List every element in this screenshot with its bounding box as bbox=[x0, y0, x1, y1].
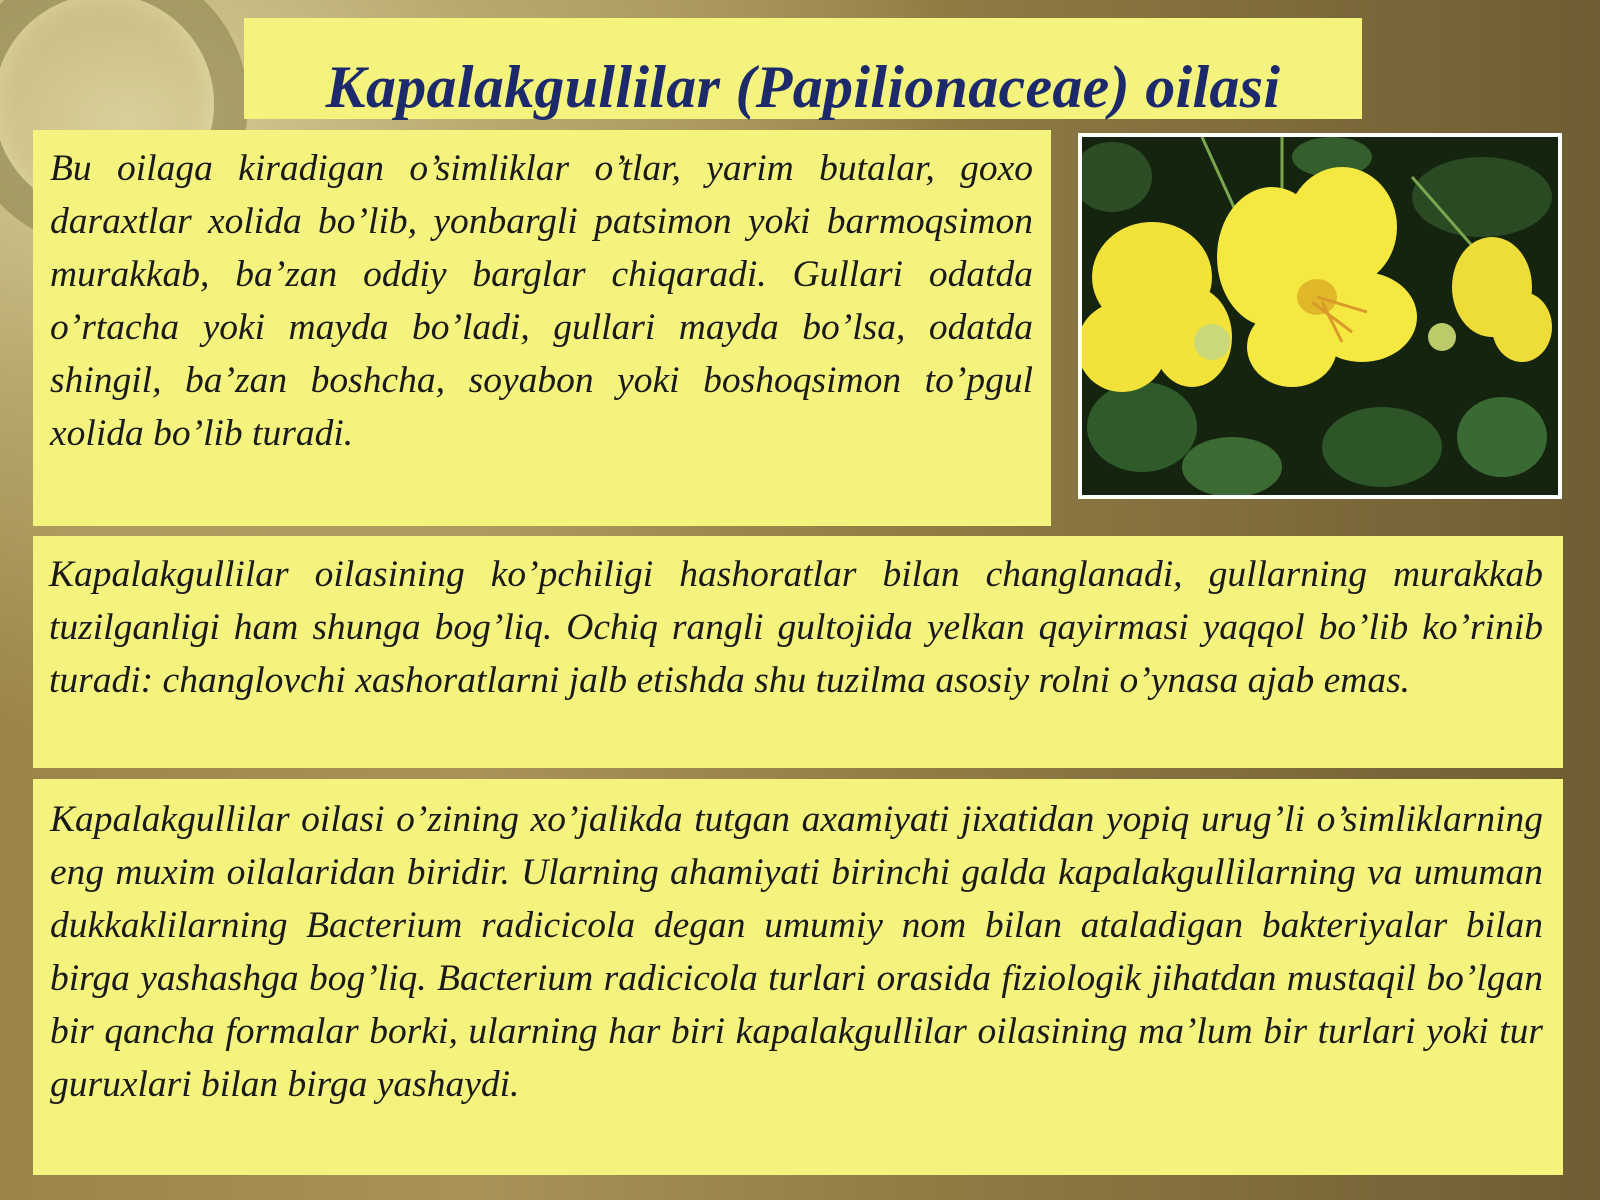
flower-photo bbox=[1078, 133, 1562, 499]
paragraph-3: Kapalakgullilar oilasi o’zining xo’jalikda tutgan axamiyati jixatidan yopiq urug’li o’simliklarning eng muxim oilalaridan biridir. Ularning ahamiyati birinchi galda kapalakgullilarning va umuman dukkaklilarning Bacterium radicicola degan umumiy nom bilan ataladigan bakteriyalar bilan birga yashashga bog’liq. Bacterium radicicola turlari orasida fiziologik jihatdan mustaqil bo’lgan bir qancha formalar borki, ularning har biri kapalakgullilar oilasining ma’lum bir turlari yoki tur guruxlari bilan birga yashaydi. bbox=[50, 799, 1543, 1105]
yellow-flower-image bbox=[1082, 137, 1558, 495]
paragraph-2: Kapalakgullilar oilasining ko’pchiligi hashoratlar bilan changlanadi, gullarning murakkab tuzilganligi ham shunga bog’liq. Ochiq rangli gultojida yelkan qayirmasi yaqqol bo’lib ko’rinib turadi: changlovchi xashoratlarni jalb etishda shu tuzilma asosiy rolni o’ynasa ajab emas. bbox=[49, 554, 1543, 701]
text-panel-1 bbox=[33, 130, 1051, 526]
paragraph-1: Bu oilaga kiradigan o’simliklar o’tlar, yarim butalar, goxo daraxtlar xolida bo’lib, yonbargli patsimon yoki barmoqsimon murakkab, ba’zan oddiy barglar chiqaradi. Gullari odatda o’rtacha yoki mayda bo’ladi, gullari mayda bo’lsa, odatda shingil, ba’zan boshcha, soyabon yoki boshoqsimon to’pgul xolida bo’lib turadi. bbox=[50, 148, 1033, 454]
text-panel-2 bbox=[33, 536, 1563, 768]
title-panel bbox=[244, 18, 1362, 119]
slide-title: Kapalakgullilar (Papilionaceae) oilasi bbox=[325, 54, 1281, 120]
text-panel-3 bbox=[33, 779, 1563, 1175]
